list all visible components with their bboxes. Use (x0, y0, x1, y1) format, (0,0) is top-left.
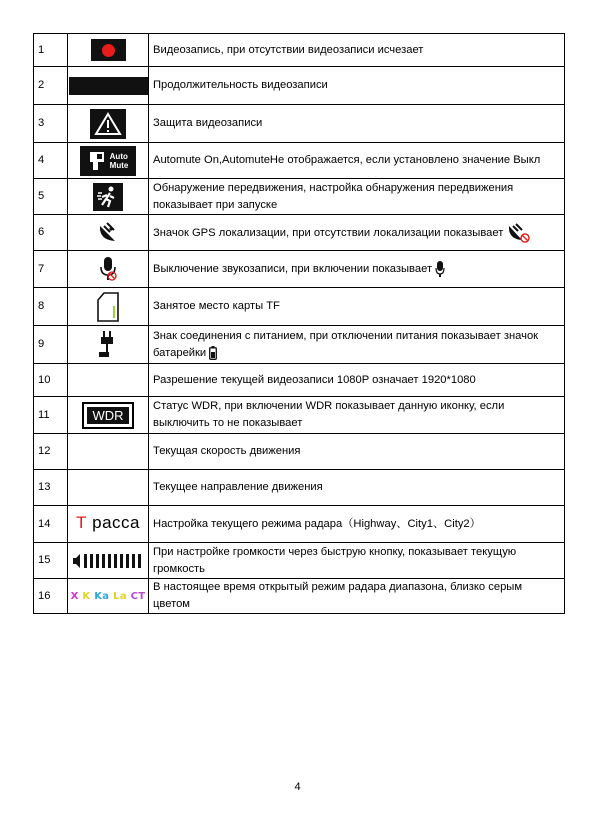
row-number: 5 (34, 179, 68, 215)
table-row (34, 364, 565, 397)
warning-triangle-icon (90, 109, 126, 139)
radar-mode-text: Т расса (76, 513, 140, 532)
table-row (34, 579, 565, 614)
row-number: 8 (34, 288, 68, 326)
page-number: 4 (294, 781, 301, 793)
row-description: Обнаружение передвижения, настройка обнаружения передвижения показывает при запуске (149, 179, 565, 215)
row-description: Защита видеозаписи (149, 105, 565, 143)
row-description: Значок GPS локализации, при отсутствии локализации показывает (153, 226, 504, 239)
band-la: La (113, 590, 127, 602)
table-row (34, 67, 565, 105)
row-description: Статус WDR, при включении WDR показывает данную иконку, если выключить то не показывает (149, 397, 565, 434)
row-number: 7 (34, 251, 68, 288)
row-description: Продолжительность видеозаписи (149, 67, 565, 105)
row-description: При настройке громкости через быструю кнопку, показывает текущую громкость (149, 543, 565, 579)
table-row (34, 543, 565, 579)
icon-legend-table (33, 33, 565, 614)
row-description: Разрешение текущей видеозаписи 1080P означает 1920*1080 (149, 364, 565, 397)
volume-bars-icon (72, 552, 144, 570)
row-description: Настройка текущего режима радара（Highway、City1、City2） (149, 506, 565, 543)
power-plug-icon (97, 330, 119, 360)
table-row (34, 506, 565, 543)
gps-satellite-icon (95, 220, 121, 246)
duration-bar-icon (69, 77, 148, 95)
row-description: Выключение звукозаписи, при включении показывает (153, 262, 433, 275)
row-number: 4 (34, 143, 68, 179)
sd-card-icon (97, 292, 119, 322)
table-row (34, 34, 565, 67)
row-description: Automute On,AutomuteНе отображается, если установлено значение Выкл (149, 143, 565, 179)
table-row (34, 179, 565, 215)
motion-detection-icon (93, 183, 123, 211)
band-x: X (70, 590, 79, 602)
row-description: Занятое место карты TF (149, 288, 565, 326)
table-row (34, 470, 565, 506)
row-number: 11 (34, 397, 68, 434)
row-description: Текущая скорость движения (149, 434, 565, 470)
record-dot-icon (91, 39, 126, 61)
mic-muted-icon (96, 255, 120, 283)
empty-icon-cell (68, 470, 149, 506)
table-row (34, 397, 565, 434)
table-row (34, 215, 565, 251)
row-number: 6 (34, 215, 68, 251)
row-number: 16 (34, 579, 68, 614)
table-row (34, 326, 565, 364)
table-row (34, 105, 565, 143)
row-number: 14 (34, 506, 68, 543)
row-number: 10 (34, 364, 68, 397)
table-row (34, 143, 565, 179)
table-row (34, 434, 565, 470)
row-number: 1 (34, 34, 68, 67)
empty-icon-cell (68, 434, 149, 470)
empty-icon-cell (68, 364, 149, 397)
row-description: Знак соединения с питанием, при отключении питания показывает значок батарейки (153, 329, 539, 359)
mic-icon (435, 260, 445, 278)
row-number: 2 (34, 67, 68, 105)
gps-no-signal-icon (506, 222, 532, 244)
row-description: Текущее направление движения (149, 470, 565, 506)
table-row (34, 288, 565, 326)
battery-icon (209, 346, 217, 360)
radar-bands-text (71, 591, 146, 602)
row-description: Видеозапись, при отсутствии видеозаписи исчезает (149, 34, 565, 67)
wdr-icon: WDR (82, 402, 133, 429)
row-number: 12 (34, 434, 68, 470)
row-number: 9 (34, 326, 68, 364)
band-ka: Ka (94, 590, 110, 602)
automute-icon: Auto Mute (80, 146, 136, 176)
row-number: 3 (34, 105, 68, 143)
row-description: В настоящее время открытый режим радара диапазона, близко серым цветом (149, 579, 565, 614)
row-number: 15 (34, 543, 68, 579)
table-row (34, 251, 565, 288)
band-k: K (82, 590, 91, 602)
row-number: 13 (34, 470, 68, 506)
band-ct: CT (130, 590, 146, 602)
